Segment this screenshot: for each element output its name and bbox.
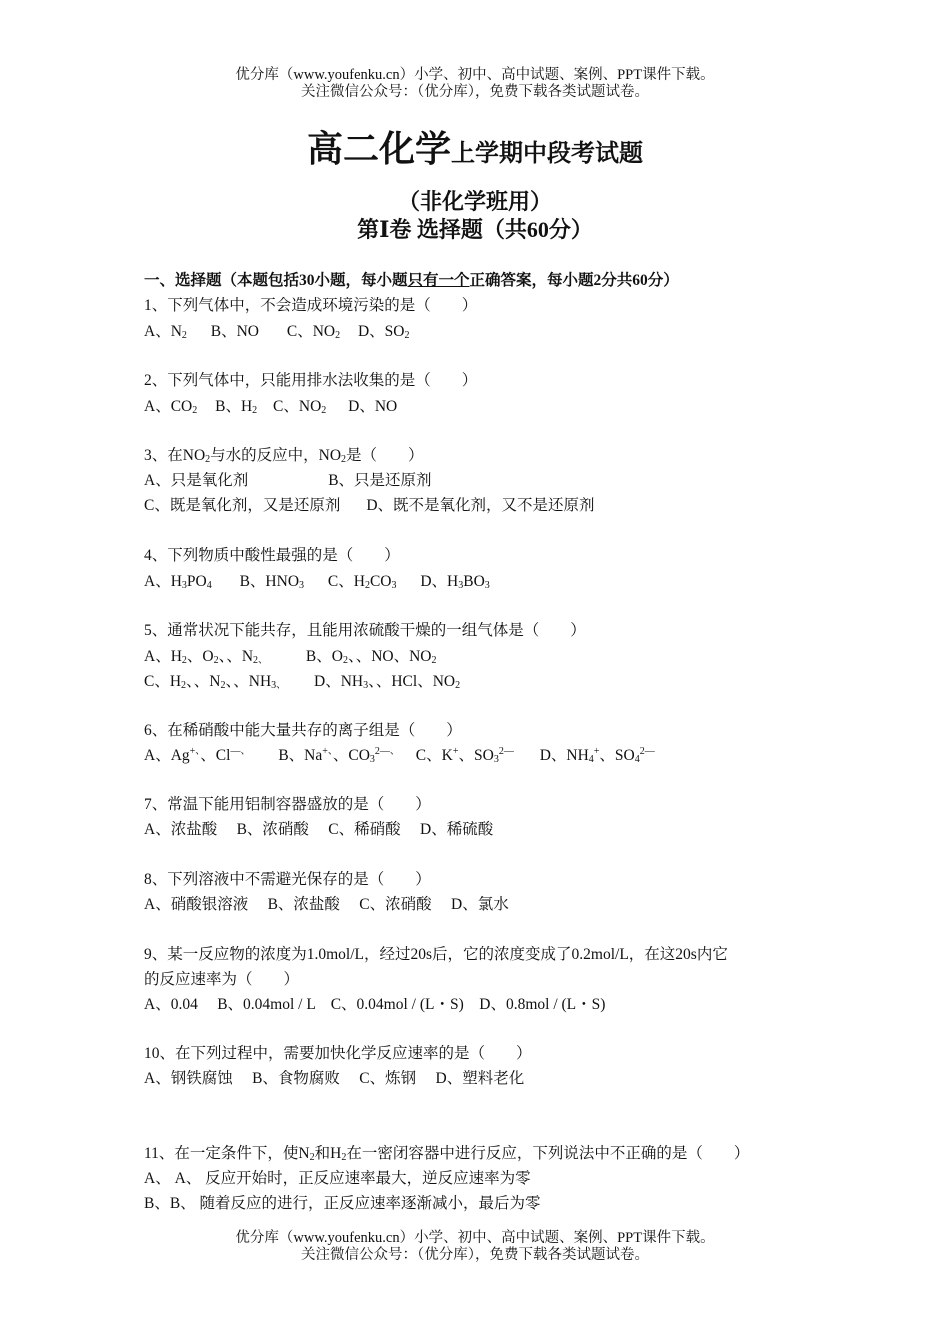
part-heading: 第Ⅰ卷 选择题（共60分） xyxy=(357,217,593,242)
page-footer xyxy=(0,1230,950,1264)
question-10-options: A、钢铁腐蚀 B、食物腐败 C、炼钢 D、塑料老化 xyxy=(144,1070,525,1087)
question-10-stem: 10、在下列过程中，需要加快化学反应速率的是（ ） xyxy=(144,1045,532,1062)
question-11-option-b: B、B、 随着反应的进行，正反应速率逐渐减小，最后为零 xyxy=(144,1195,541,1212)
question-3-options-ab: A、只是氧化剂 B、只是还原剂 xyxy=(144,472,432,489)
question-4-stem: 4、下列物质中酸性最强的是（ ） xyxy=(144,547,400,564)
question-2-stem: 2、下列气体中，只能用排水法收集的是（ ） xyxy=(144,372,478,389)
question-7-stem: 7、常温下能用铝制容器盛放的是（ ） xyxy=(144,796,431,813)
question-5-stem: 5、通常状况下能共存，且能用浓硫酸干燥的一组气体是（ ） xyxy=(144,622,586,639)
question-1-stem: 1、下列气体中，不会造成环境污染的是（ ） xyxy=(144,297,478,314)
section-text-underlined: 只有一个 xyxy=(407,272,470,289)
footer-line-1: 优分库（www.youfenku.cn）小学、初中、高中试题、案例、PPT课件下载。 xyxy=(235,1230,715,1246)
question-6-options: A、Ag+、、Cl—、 B、Na+、、$CO_3^{2—、}$ C、K+、$SO_3^{2—}$ D、$NH_4^+$、$SO_4^{2—}$ xyxy=(144,746,655,765)
exam-title xyxy=(0,121,950,172)
title-main-text: 高二化学 xyxy=(306,129,451,169)
question-4-options: A、$H_3PO_4$ B、$HNO_3$ C、$H_2CO_3$ D、$H_3BO_3$ xyxy=(144,573,490,591)
section-text-2: 正确答案，每小题2分共60分） xyxy=(469,272,679,289)
section-text-1: 一、选择题（本题包括30小题，每小题 xyxy=(144,272,408,289)
question-11-option-a: A、 A、 反应开始时，正反应速率最大，逆反应速率为零 xyxy=(144,1170,531,1187)
question-9-options: A、0.04 B、0.04mol / L C、0.04mol / (L・S) D、0.8mol / (L・S) xyxy=(144,996,606,1013)
exam-subtitle: （非化学班用） xyxy=(397,189,552,214)
title-secondary-text: 上学期中段考试题 xyxy=(451,141,643,167)
question-8-stem: 8、下列溶液中不需避光保存的是（ ） xyxy=(144,871,431,888)
question-5-options-cd: C、$H_2$、、$N_2$、、$NH_{3、}$ D、$NH_3$、、HCl、$NO_2$ xyxy=(144,673,461,691)
question-11-stem: 11、在一定条件下，使$N_2$和$H_2$在一密闭容器中进行反应，下列说法中不正确的是（ ） xyxy=(144,1145,750,1163)
page-header xyxy=(0,67,950,101)
question-1-options: A、$N_2$ B、NO C、$NO_2$ D、$SO_2$ xyxy=(144,323,410,341)
header-line-1: 优分库（www.youfenku.cn）小学、初中、高中试题、案例、PPT课件下载。 xyxy=(235,67,715,83)
section-heading xyxy=(144,271,679,291)
question-7-options: A、浓盐酸 B、浓硝酸 C、稀硝酸 D、稀硫酸 xyxy=(144,821,494,838)
question-5-options-ab: A、$H_2$、$O_2$、、$N_{2、}$ B、$O_2$、、NO、$NO_2$ xyxy=(144,648,437,666)
question-8-options: A、硝酸银溶液 B、浓盐酸 C、浓硝酸 D、氯水 xyxy=(144,896,509,913)
question-2-options: A、$CO_2$ B、$H_2$ C、$NO_2$ D、NO xyxy=(144,398,398,416)
question-6-stem: 6、在稀硝酸中能大量共存的离子组是（ ） xyxy=(144,722,462,739)
header-line-2: 关注微信公众号：（优分库），免费下载各类试题试卷。 xyxy=(301,84,649,100)
question-3-options-cd: C、既是氧化剂，又是还原剂 D、既不是氧化剂，又不是还原剂 xyxy=(144,497,595,514)
question-9-stem-2: 的反应速率为（ ） xyxy=(144,971,300,988)
question-3-stem: 3、在$NO_2$与水的反应中，$NO_2$是（ ） xyxy=(144,447,424,465)
footer-line-2: 关注微信公众号：（优分库），免费下载各类试题试卷。 xyxy=(301,1247,649,1263)
question-9-stem-1: 9、某一反应物的浓度为1.0mol/L，经过20s后，它的浓度变成了0.2mol/L，在这20s内它 xyxy=(144,946,728,963)
